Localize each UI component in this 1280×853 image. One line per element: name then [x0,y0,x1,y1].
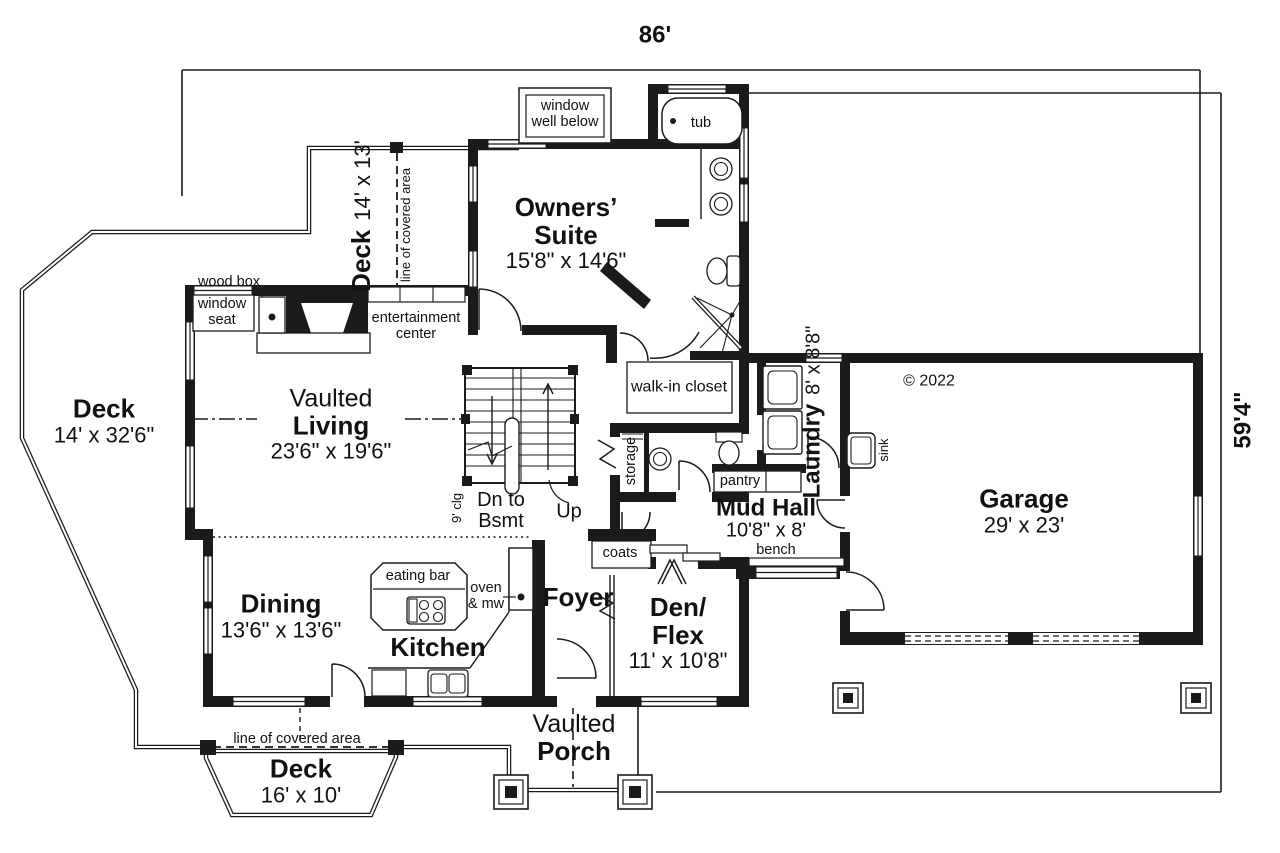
coats-label: coats [602,545,638,562]
ceiling-height-label: 9' clg [449,493,465,523]
covered-area-front-label: line of covered area [233,731,361,748]
tub-label: tub [690,115,712,132]
room-label-garage: Garage 29' x 23' [979,483,1069,538]
bench-label: bench [756,542,796,559]
eating-bar-label: eating bar [385,568,451,585]
room-label-deck-rear: Deck 14' x 13' [346,140,377,292]
stairs-down-label: Dn to Bsmt [477,489,525,532]
room-label-dining: Dining 13'6" x 13'6" [220,588,342,643]
stairs-up-label: Up [556,500,582,523]
room-label-deck-front: Deck 16' x 10' [260,753,342,808]
room-label-walk-in-closet: walk-in closet [630,378,728,396]
room-label-porch: Vaulted Porch [532,709,616,766]
oven-mw-label: oven & mw [467,580,505,612]
pantry-label: pantry [719,473,761,490]
room-label-living: Vaulted Living 23'6" x 19'6" [270,384,392,464]
storage-label: storage [623,436,640,486]
room-label-den: Den/ Flex 11' x 10'8" [628,591,728,673]
room-label-laundry: Laundry 8' x 8'8" [798,325,826,499]
covered-area-rear-label: line of covered area [398,167,414,283]
window-well-label: window well below [531,98,599,130]
room-label-kitchen: Kitchen [390,632,486,663]
room-label-deck-side: Deck 14' x 32'6" [53,393,155,448]
dimension-width: 86' [638,21,672,49]
dimension-height: 59'4" [1229,391,1257,449]
room-label-mud-hall: Mud Hall 10'8" x 8' [716,494,816,543]
hearth [257,333,370,353]
wood-box-label: wood box [197,274,261,291]
sink-label: sink [876,438,892,462]
room-label-owners-suite: Owners’ Suite 15'8" x 14'6" [505,191,627,273]
entertainment-center-label: entertainment center [371,310,461,342]
room-label-foyer: Foyer [542,582,614,613]
staircase [461,365,579,503]
copyright-label: © 2022 [903,372,955,390]
window-seat-label: window seat [197,296,247,328]
